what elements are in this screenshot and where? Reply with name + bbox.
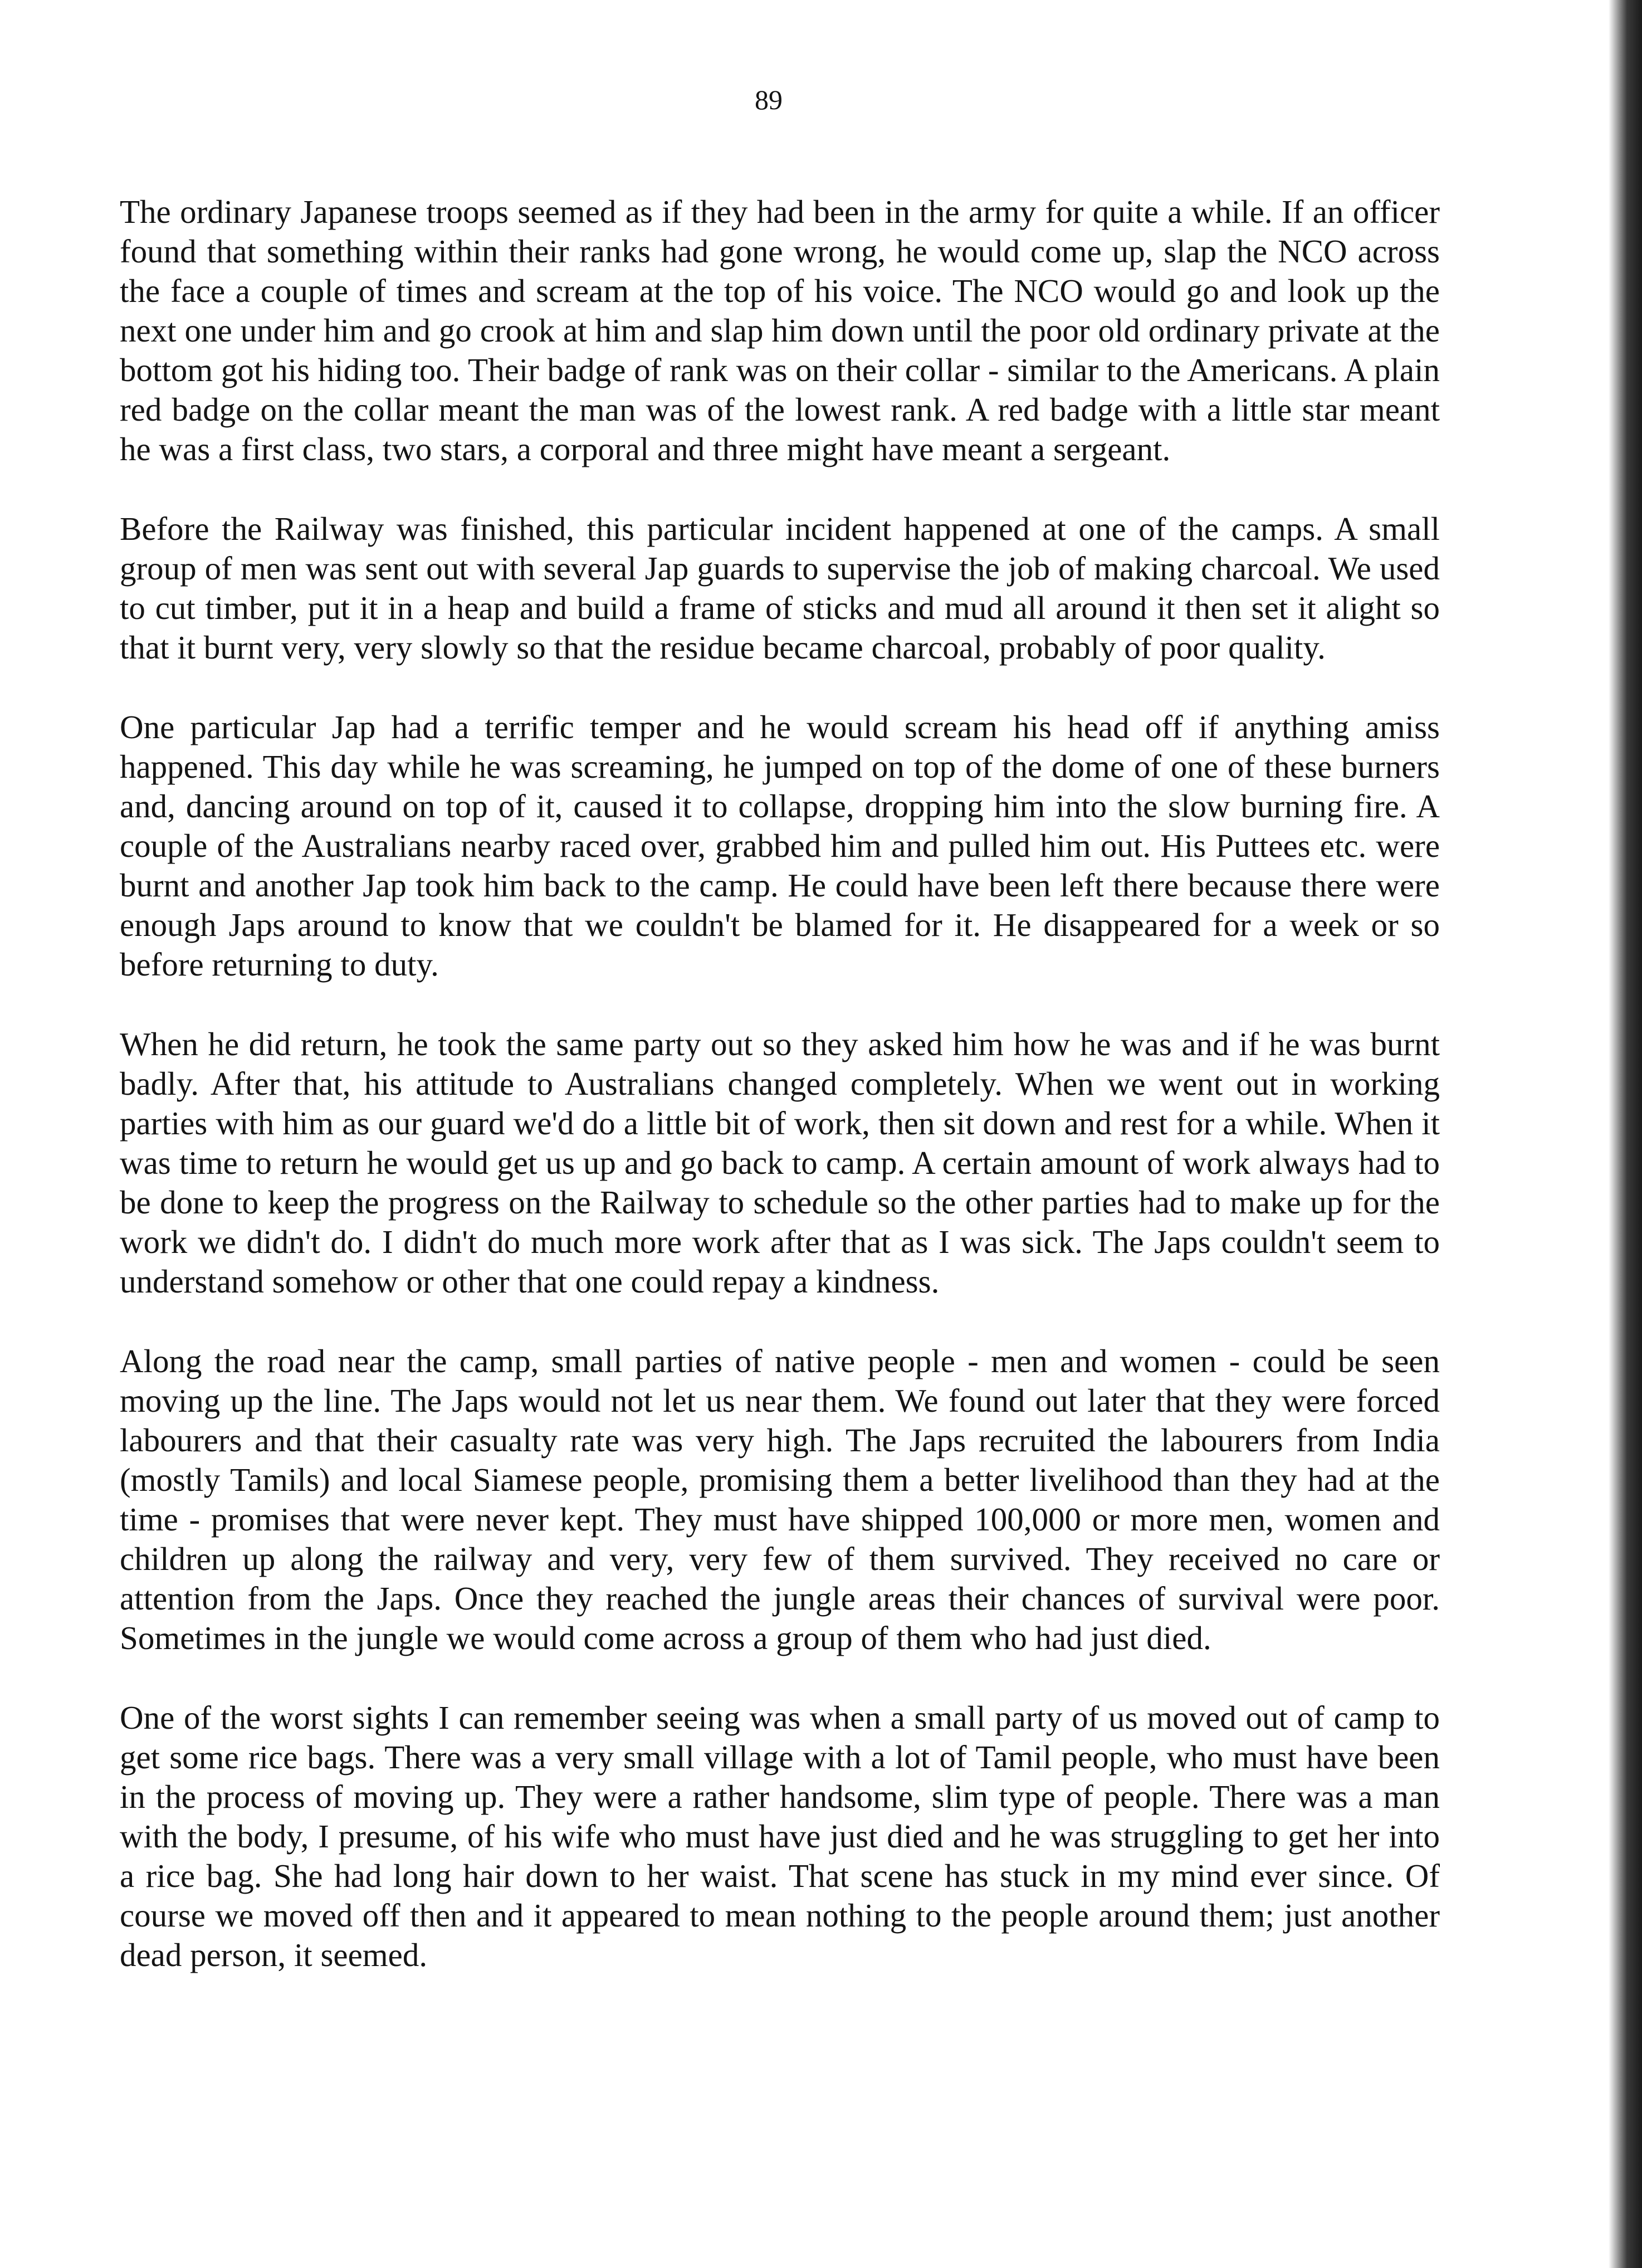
- paragraph-jap-temper: One particular Jap had a terrific temper and he would scream his head off if anything amiss happened. This day while he was screaming, he jumped on top of the dome of one of these burners and, dancing around on top of it, caused it to collapse, dropping him into the slow burning fire. A couple of the Australians nearby raced over, grabbed him and pulled him out. His Puttees etc. were burnt and another Jap took him back to the camp. He could have been left there because there were enough Japs around to know that we couldn't be blamed for it. He disappeared for a week or so before returning to duty.: [120, 709, 1440, 983]
- paragraph-attitude-change: When he did return, he took the same party out so they asked him how he was and if he was burnt badly. After that, his attitude to Australians changed completely. When we went out in working parties with him as our guard we'd do a little bit of work, then sit down and rest for a while. When it was time to return he would get us up and go back to camp. A certain amount of work always had to be done to keep the progress on the Railway to schedule so the other parties had to make up for the work we didn't do. I didn't do much more work after that as I was sick. The Japs couldn't seem to understand somehow or other that one could repay a kindness.: [120, 1026, 1440, 1300]
- scan-edge-shadow: [1609, 0, 1642, 2268]
- paragraph-native-labourers: Along the road near the camp, small parties of native people - men and women - could be seen moving up the line. The Japs would not let us near them. We found out later that they were forced labourers and that their casualty rate was very high. The Japs recruited the labourers from India (mostly Tamils) and local Siamese people, promising them a better livelihood than they had at the time - promises that were never kept. They must have shipped 100,000 or more men, women and children up along the railway and very, very few of them survived. They received no care or attention from the Japs. Once they reached the jungle areas their chances of survival were poor. Sometimes in the jungle we would come across a group of them who had just died.: [120, 1343, 1440, 1656]
- paragraph-worst-sight: One of the worst sights I can remember seeing was when a small party of us moved out of camp to get some rice bags. There was a very small village with a lot of Tamil people, who must have been in the process of moving up. They were a rather handsome, slim type of people. There was a man with the body, I presume, of his wife who must have just died and he was struggling to get her into a rice bag. She had long hair down to her waist. That scene has stuck in my mind ever since. Of course we moved off then and it appeared to mean nothing to the people around them; just another dead person, it seemed.: [120, 1699, 1440, 1973]
- paragraph-japanese-troops: The ordinary Japanese troops seemed as if they had been in the army for quite a while. If an officer found that something within their ranks had gone wrong, he would come up, slap the NCO across the face a couple of times and scream at the top of his voice. The NCO would go and look up the next one under him and go crook at him and slap him down until the poor old ordinary private at the bottom got his hiding too. Their badge of rank was on their collar - similar to the Americans. A plain red badge on the collar meant the man was of the lowest rank. A red badge with a little star meant he was a first class, two stars, a corporal and three might have meant a sergeant.: [120, 193, 1440, 467]
- page-body: [120, 192, 1440, 2015]
- paragraph-charcoal-incident: Before the Railway was finished, this particular incident happened at one of the camps. A small group of men was sent out with several Jap guards to supervise the job of making charcoal. We used to cut timber, put it in a heap and build a frame of sticks and mud all around it then set it alight so that it burnt very, very slowly so that the residue became charcoal, probably of poor quality.: [120, 510, 1440, 666]
- page-number: 89: [755, 84, 783, 115]
